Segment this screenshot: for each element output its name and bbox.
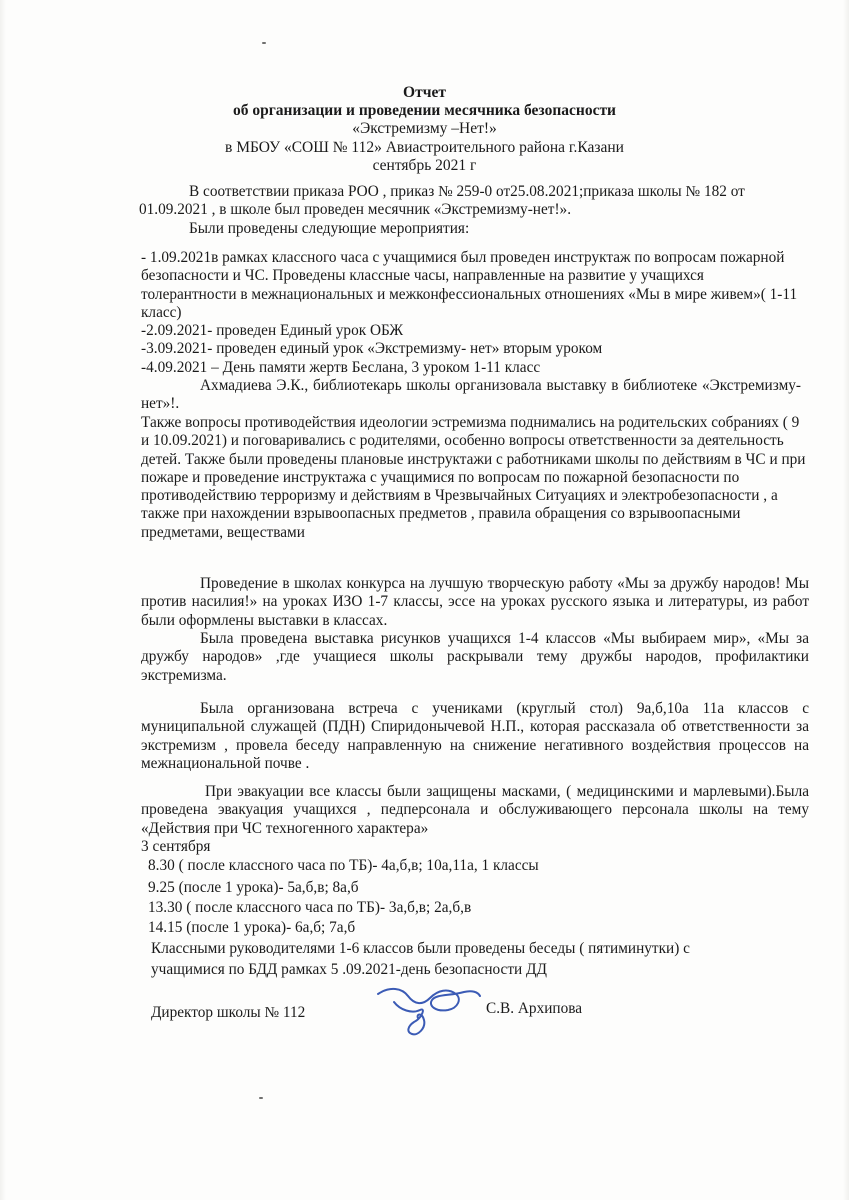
signer-title: Директор школы № 112 [151, 1004, 306, 1021]
event-item-1: - 1.09.2021в рамках классного часа с учащимися был проведен инструктаж по вопросам пожарной безопасности и ЧС. Проведены классные часы, направленные на развитие у учащихся толерантности в межнациональных и межконфессиональных отношениях «Мы в мире живем»( 1-11 класс) [141, 249, 798, 321]
evacuation-paragraph: При эвакуации все классы были защищены масками, ( медицинскими и марлевыми).Была проведена эвакуация учащихся , педперсонала и обслуживающего персонала школы на тему «Действия при ЧС техногенного характера» [141, 783, 809, 837]
report-header [0, 84, 849, 175]
meeting-paragraph: Была организована встреча с учениками (круглый стол) 9а,б,10а 11а классов с муниципальной служащей (ПДН) Спиридонычевой Н.П., которая рассказала об ответственности за экстремизм , провела беседу направленную на снижение негативного воздействия процессов на межнациональной почве . [141, 700, 809, 772]
drawings-paragraph: Была проведена выставка рисунков учащихся 1-4 классов «Мы выбираем мир», «Мы за дружбу народов» ,где учащиеся школы раскрывали тему дружбы народов, профилактики экстремизма. [141, 630, 809, 684]
closing-line-1: Классными руководителями 1-6 классов были проведены беседы ( пятиминутки) с [151, 940, 690, 957]
campaign-name: «Экстремизму –Нет!» [352, 120, 497, 138]
events-heading: Были проведены следующие мероприятия: [189, 219, 470, 237]
intro-paragraph: В соответствии приказа РОО , приказ № 259-0 от25.08.2021;приказа школы № 182 от 01.09.2021 , в школе был проведен месячник «Экстремизму-нет!». [139, 183, 745, 219]
report-period: сентябрь 2021 г [372, 156, 477, 174]
schedule-item: 8.30 ( после классного часа по ТБ)- 4а,б,в; 10а,11а, 1 классы [148, 857, 539, 874]
scan-speck [262, 42, 266, 44]
schedule-item: 9.25 (после 1 урока)- 5а,б,в; 8а,б [148, 879, 359, 896]
scan-shadow-left [0, 0, 6, 1200]
library-paragraph: Ахмадиева Э.К., библиотекарь школы организовала выставку в библиотеке «Экстремизму-нет»!. [141, 377, 801, 413]
event-item-4: -4.09.2021 – День памяти жертв Беслана, 3 уроком 1-11 класс [141, 359, 541, 376]
scan-shadow-right [843, 0, 849, 1200]
report-title: Отчет [403, 84, 446, 101]
report-subtitle: об организации и проведении месячника безопасности [233, 102, 616, 120]
handwritten-signature [372, 984, 484, 1036]
event-item-2: -2.09.2021- проведен Единый урок ОБЖ [141, 322, 404, 339]
signature-stroke [394, 1002, 424, 1034]
signature-stroke [378, 989, 480, 1010]
closing-line-2: учащимися по БДД рамках 5 .09.2021-день безопасности ДД [151, 961, 547, 978]
institution-name: в МБОУ «СОШ № 112» Авиастроительного района г.Казани [225, 138, 624, 156]
schedule-date: 3 сентября [141, 838, 211, 855]
parents-paragraph: Также вопросы противодействия идеологии эстремизма поднимались на родительских собраниях ( 9 и 10.09.2021) и поговаривались с родителями, особенно вопросы ответственности за деятельность детей. Также были проведены плановые инструктажи с работниками школы по действиям в ЧС и при пожаре и проведение инструктажа с учащимися по вопросам по пожарной безопасности по противодействию терроризму и действиям в Чрезвычайных Ситуациях и электробезопасности , а также при нахождении взрывоопасных предметов , правила обращения со взрывоопасными предметами, веществами [141, 414, 806, 541]
contest-paragraph: Проведение в школах конкурса на лучшую творческую работу «Мы за дружбу народов! Мы против насилия!» на уроках ИЗО 1-7 классы, эссе на уроках русского языка и литературы, из работ были оформлены выставки в классах. [141, 575, 809, 629]
schedule-item: 14.15 (после 1 урока)- 6а,б; 7а,б [148, 919, 356, 936]
event-item-3: -3.09.2021- проведен единый урок «Экстремизму- нет» вторым уроком [141, 340, 603, 357]
signer-name: С.В. Архипова [486, 1000, 583, 1017]
schedule-item: 13.30 ( после классного часа по ТБ)- 3а,б,в; 2а,б,в [148, 899, 472, 916]
report-body [139, 183, 807, 238]
scan-speck [259, 1097, 263, 1099]
